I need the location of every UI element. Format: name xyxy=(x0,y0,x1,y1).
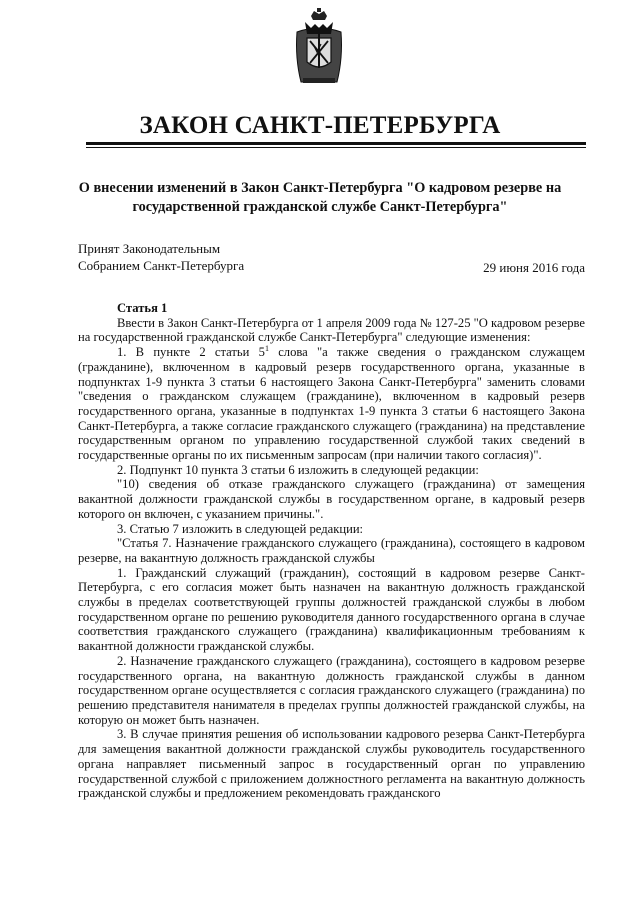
adoption-date: 29 июня 2016 года xyxy=(483,260,585,275)
amendment-item-1-rest: слова "а также сведения о гражданском служащем (гражданине), включенном в кадровый резерв государственного органа, указанные в подпунктах 1-9 пункта 3 статьи 6 настоящего Закона Санкт-Петербурга" заменить словами "сведения о гражданском служащем (гражданине), включенном в кадровый резерв государственного органа, указанные в подпунктах 1-9 пункта 3 статьи 6 настоящего Закона Санкт-Петербурга, а также согласие гражданского служащего (гражданина) на представление государственным органом по управлению государственной службой таких сведений в государственные органы по их письменным запросам (при наличии такого согласия)". xyxy=(78,345,585,463)
amendment-item-2: 2. Подпункт 10 пункта 3 статьи 6 изложить в следующей редакции: xyxy=(117,462,479,477)
coat-of-arms-of-saint-petersburg-icon xyxy=(291,8,347,90)
article-7-title: "Статья 7. Назначение гражданского служащего (гражданина), состоящего в кадровом резерве, на вакантную должность гражданской службы xyxy=(78,536,585,565)
title-rule-thin xyxy=(86,147,586,148)
subtitle-line-2: государственной гражданской службе Санкт-Петербурга" xyxy=(132,199,508,215)
adoption-body xyxy=(78,240,244,274)
article-7-paragraph-3: 3. В случае принятия решения об использовании кадрового резерва Санкт-Петербурга для замещения вакантной должности гражданской службы руководитель государственного органа направляет письменный запрос в государственный орган по управлению государственной службой с приложением должностного регламента на вакантную должность гражданской службы и предложением рекомендовать гражданского xyxy=(78,727,585,801)
subtitle-line-1: О внесении изменений в Закон Санкт-Петербурга "О кадровом резерве на xyxy=(78,180,562,196)
title-rule-thick xyxy=(86,142,586,145)
amendment-item-2-quote: "10) сведения об отказе гражданского служащего (гражданина) от замещения вакантной должности гражданской службы в государственном органе, в кадровый резерв которого он включен, с указанием причины.". xyxy=(78,477,585,521)
amendment-item-3: 3. Статью 7 изложить в следующей редакции: xyxy=(117,521,364,536)
law-subtitle xyxy=(60,179,580,217)
adoption-line-2: Собранием Санкт-Петербурга xyxy=(78,258,245,273)
amendment-item-1-start: 1. В пункте 2 статьи 5 xyxy=(117,345,265,360)
article-7-paragraph-2: 2. Назначение гражданского служащего (гражданина), состоящего в кадровом резерве государственного органа, на вакантную должность гражданской службы в данном государственном органе осуществляется с согласия гражданского служащего (гражданина) по решению представителя нанимателя в пределах группы должностей гражданской службы, на которую он может быть назначен. xyxy=(78,653,585,727)
article-7-paragraph-1: 1. Гражданский служащий (гражданин), состоящий в кадровом резерве Санкт-Петербурга, с его согласия может быть назначен на вакантную должность гражданской службы в пределах соответствующей группы должностей гражданской службы в любом государственном органе по решению руководителя данного государственного органа в случае соответствия гражданского служащего (гражданина) квалификационным требованиям к вакантной должности гражданской службы. xyxy=(78,565,585,654)
document-title: ЗАКОН САНКТ-ПЕТЕРБУРГА xyxy=(139,112,501,139)
document-body xyxy=(78,301,585,801)
article-intro: Ввести в Закон Санкт-Петербурга от 1 апреля 2009 года № 127-25 "О кадровом резерве на государственной гражданской службе Санкт-Петербурга" следующие изменения: xyxy=(78,315,585,345)
adoption-line-1: Принят Законодательным xyxy=(78,241,221,256)
amendment-item-1 xyxy=(78,345,585,463)
amendment-item-1-superscript: 1 xyxy=(264,343,269,353)
article-heading: Статья 1 xyxy=(117,301,168,315)
